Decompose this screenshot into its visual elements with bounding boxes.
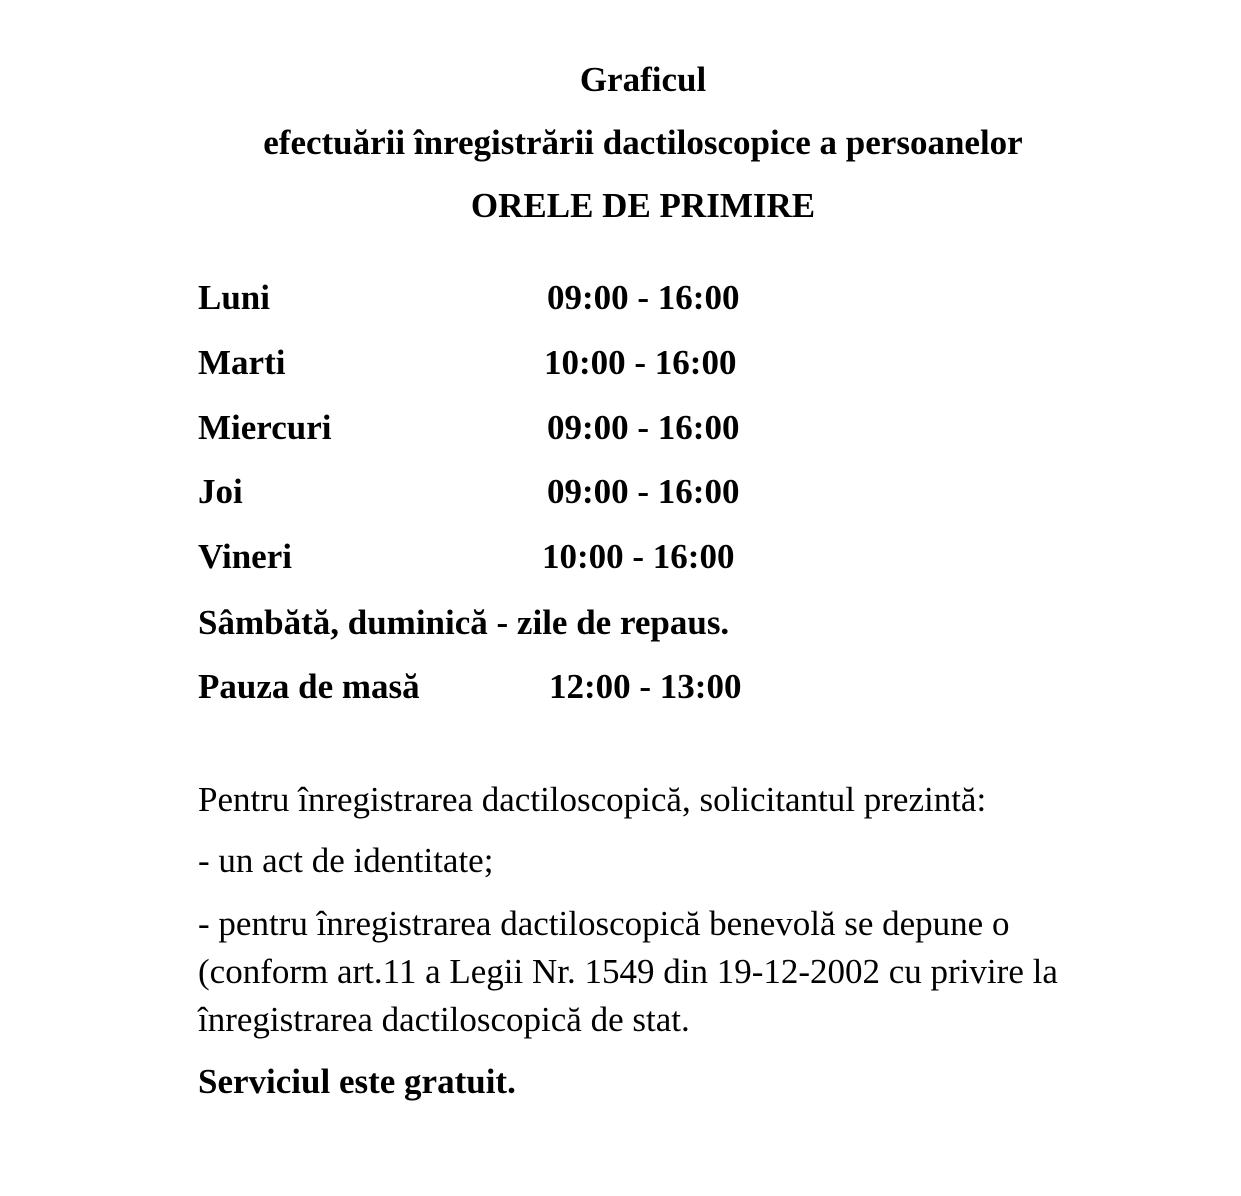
requirement-item: - pentru înregistrarea dactiloscopică benevolă se depune o [198,904,1010,943]
hours-value: 10:00 - 16:00 [542,537,735,576]
requirement-item-continued: (conform art.11 a Legii Nr. 1549 din 19-12-2002 cu privire la [198,952,1058,991]
schedule-row-wednesday [198,408,740,448]
free-service-note: Serviciul este gratuit. [198,1062,516,1101]
hours-value: 09:00 - 16:00 [547,278,740,317]
requirement-item-continued: înregistrarea dactiloscopică de stat. [198,1000,690,1039]
hours-value: 09:00 - 16:00 [547,472,740,511]
hours-value: 10:00 - 16:00 [544,343,737,382]
day-label: Luni [198,278,270,317]
document-subtitle: efectuării înregistrării dactiloscopice a persoanelor [263,123,1023,162]
document-title: Graficul [579,60,707,99]
schedule-row-thursday [198,472,740,512]
schedule-row-tuesday [198,343,737,383]
requirement-item: - un act de identitate; [198,841,494,880]
requirements-intro: Pentru înregistrarea dactiloscopică, solicitantul prezintă: [198,780,987,819]
lunch-hours: 12:00 - 13:00 [549,667,742,706]
day-label: Joi [198,472,243,511]
day-label: Vineri [198,537,292,576]
schedule-row-monday [198,278,740,318]
weekend-note: Sâmbătă, duminică - zile de repaus. [198,603,730,642]
hours-value: 09:00 - 16:00 [547,408,740,447]
section-heading: ORELE DE PRIMIRE [470,186,816,225]
day-label: Marti [198,343,286,382]
lunch-label: Pauza de masă [198,667,420,706]
day-label: Miercuri [198,408,332,447]
schedule-row-friday [198,537,735,577]
lunch-break-row [198,667,742,707]
